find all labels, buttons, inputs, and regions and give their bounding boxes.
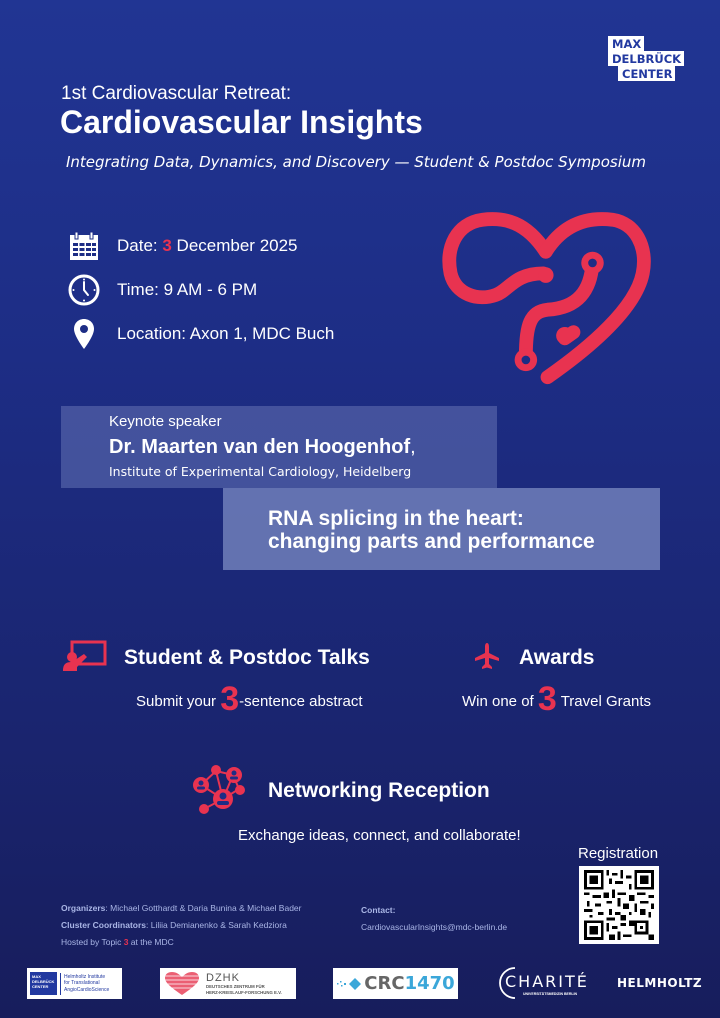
keynote-talk-title [268, 507, 595, 553]
calendar-icon [66, 228, 102, 264]
date-day: 3 [162, 236, 172, 255]
logo-line: DELBRÜCK [608, 51, 684, 66]
talks-subtitle [136, 680, 363, 719]
charite-name: CHARITÉ [505, 972, 589, 991]
coordinators-names: : Liliia Demianenko & Sarah Kedziora [146, 920, 287, 930]
awards-sub-prefix: Win one of [462, 693, 538, 710]
page-title: Cardiovascular Insights [60, 104, 423, 140]
dzhk-text [206, 972, 282, 996]
time-text: Time: 9 AM - 6 PM [117, 280, 258, 299]
organizers-names: : Michael Gotthardt & Daria Bunina & Michael Bader [105, 903, 302, 913]
keynote-institute: Institute of Experimental Cardiology, Heidelberg [109, 464, 412, 479]
presentation-icon [62, 640, 108, 672]
networking-title: Networking Reception [268, 779, 490, 802]
talks-title: Student & Postdoc Talks [124, 646, 370, 669]
logo-line: CENTER [618, 66, 675, 81]
dzhk-line: HERZ-KREISLAUF-FORSCHUNG E.V. [206, 989, 282, 995]
talks-sub-prefix: Submit your [136, 693, 221, 710]
charite-logo [495, 966, 589, 1000]
date-label: Date: [117, 236, 163, 255]
speaker-name-comma: , [410, 436, 416, 458]
talks-sub-suffix: -sentence abstract [239, 693, 363, 710]
awards-sub-suffix: Travel Grants [556, 693, 651, 710]
charite-sub: UNIVERSITÄTSMEDIZIN BERLIN [523, 992, 578, 996]
coordinators-label: Cluster Coordinators [61, 920, 147, 930]
network-people-icon [191, 763, 247, 815]
location-pin-icon [66, 316, 102, 352]
organizers-label: Organizers [61, 903, 106, 913]
crc-diamond-icon [336, 975, 364, 993]
speaker-name: Dr. Maarten van den Hoogenhof [109, 436, 411, 458]
helmholtz-logo: HELMHOLTZ [617, 976, 703, 990]
registration-label: Registration [578, 845, 659, 862]
hosted-suffix: at the MDC [128, 937, 174, 947]
pretitle: 1st Cardiovascular Retreat: [61, 83, 292, 104]
networking-subtitle: Exchange ideas, connect, and collaborate! [238, 827, 521, 844]
logo-line: MAX [608, 36, 644, 51]
talk-title-line: changing parts and performance [268, 530, 595, 553]
clock-icon [66, 272, 102, 308]
talks-number: 3 [220, 680, 240, 718]
hosted-line [61, 937, 174, 947]
mdc-logo [608, 36, 692, 84]
hi-tac-text [64, 974, 109, 994]
location-text: Location: Axon 1, MDC Buch [117, 324, 335, 343]
awards-subtitle [462, 680, 651, 719]
registration-qr-code[interactable] [579, 866, 659, 944]
organizers-line [61, 903, 301, 913]
talk-title-line: RNA splicing in the heart: [268, 507, 524, 530]
contact-label: Contact: [361, 905, 396, 915]
mdc-badge: MAX DELBRÜCK CENTER [30, 972, 57, 995]
logo-text-line: for Translational [64, 980, 100, 987]
crc-number: 1470 [404, 973, 455, 994]
mdc-helmholtz-institute-logo [27, 968, 122, 999]
dzhk-logo [160, 968, 296, 999]
logo-text-line: Helmholtz Institute [64, 973, 106, 980]
contact-email-link[interactable]: CardiovascularInsights@mdc-berlin.de [361, 922, 508, 932]
subtitle: Integrating Data, Dynamics, and Discovery — Student & Postdoc Symposium [66, 153, 646, 171]
crc-prefix: CRC [364, 973, 405, 994]
date-row [66, 228, 298, 264]
dzhk-heart-icon [164, 972, 200, 996]
crc1470-logo [333, 968, 458, 999]
circuit-heart-icon [435, 200, 660, 390]
dzhk-title: DZHK [206, 971, 240, 984]
awards-number: 3 [537, 680, 557, 718]
hosted-number: 3 [123, 937, 129, 947]
keynote-label: Keynote speaker [109, 413, 222, 430]
location-row [66, 316, 334, 352]
awards-title: Awards [519, 646, 595, 669]
airplane-icon [474, 642, 500, 670]
logo-text-line: AngioCardioScience [64, 986, 110, 993]
keynote-name [109, 436, 416, 459]
date-month-year: December 2025 [171, 236, 298, 255]
time-row [66, 272, 257, 308]
dzhk-line: DEUTSCHES ZENTRUM FÜR [206, 983, 265, 989]
hosted-prefix: Hosted by Topic [61, 937, 124, 947]
coordinators-line [61, 920, 287, 930]
